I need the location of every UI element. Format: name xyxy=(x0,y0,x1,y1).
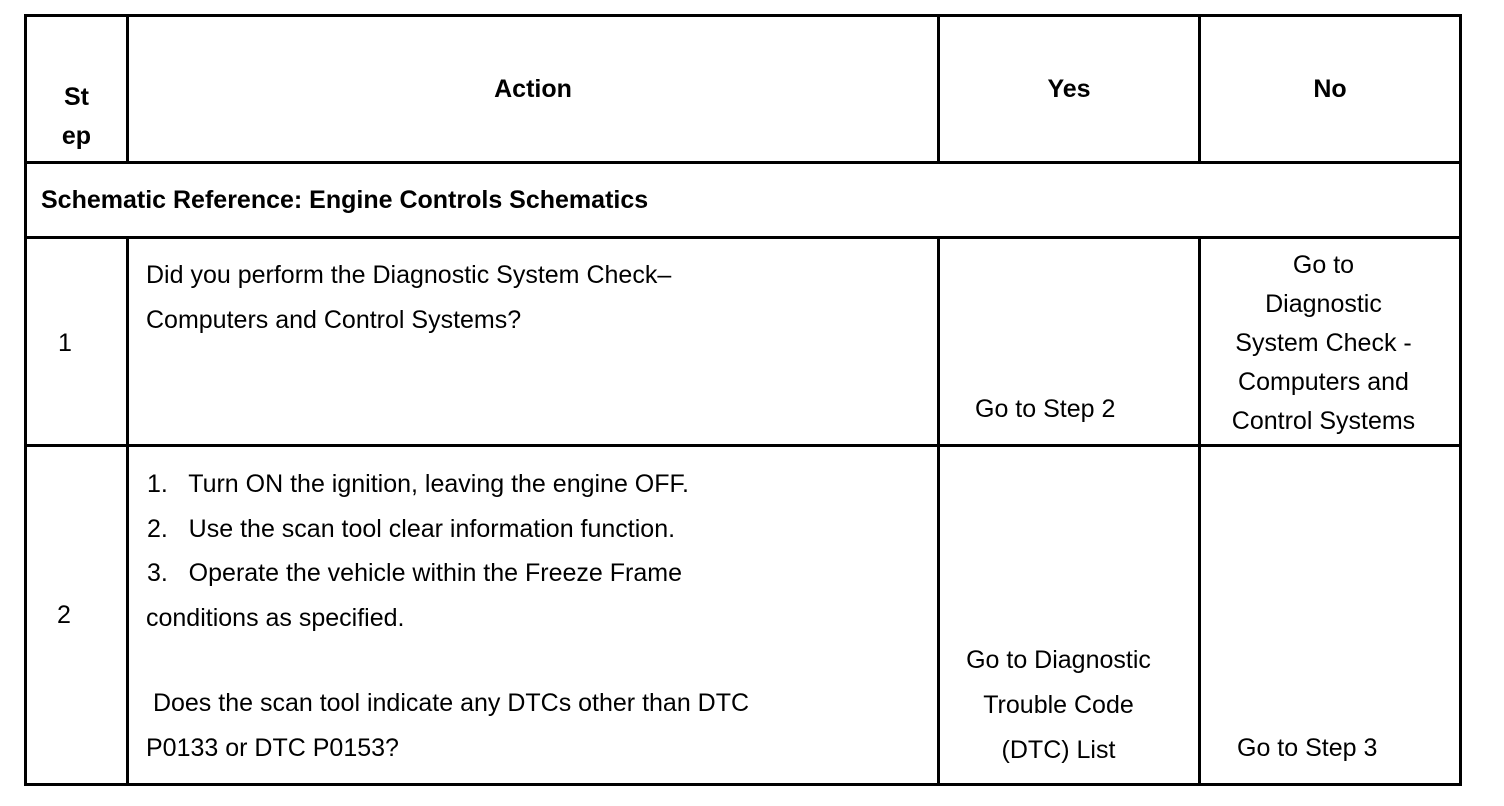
header-yes: Yes xyxy=(1047,75,1091,103)
row2-yes-line: (DTC) List xyxy=(1001,736,1116,764)
row1-no-line: Computers and xyxy=(1238,368,1409,396)
row2-yes-line: Go to Diagnostic xyxy=(966,646,1151,674)
header-step xyxy=(27,78,126,156)
row2-action-line: P0133 or DTC P0153? xyxy=(146,734,399,762)
row1-no-line: Control Systems xyxy=(1231,407,1416,435)
header-divider xyxy=(24,161,1462,164)
row2-yes xyxy=(940,638,1177,773)
row2-step: 2 xyxy=(57,601,71,629)
row1-step: 1 xyxy=(58,329,72,357)
header-step-line: St xyxy=(64,83,89,111)
table-border-bottom xyxy=(24,783,1462,786)
header-step-line: ep xyxy=(61,122,92,150)
header-action: Action xyxy=(494,75,572,103)
step-column-divider xyxy=(126,236,129,786)
table-border-right xyxy=(1459,14,1462,786)
row1-action-line: Did you perform the Diagnostic System Check– xyxy=(146,261,672,289)
row1-no-line: System Check - xyxy=(1235,329,1412,357)
row2-action-line: Does the scan tool indicate any DTCs other than DTC xyxy=(146,689,750,717)
row2-action-line: conditions as specified. xyxy=(146,604,405,632)
row2-action-line: 2. Use the scan tool clear information function. xyxy=(147,515,676,543)
header-no: No xyxy=(1313,75,1347,103)
table-border-top xyxy=(24,14,1462,17)
schematic-reference: Schematic Reference: Engine Controls Schematics xyxy=(41,186,649,214)
row2-action-line: 1. Turn ON the ignition, leaving the engine OFF. xyxy=(147,470,689,498)
row2-no: Go to Step 3 xyxy=(1237,734,1378,762)
row1-no xyxy=(1201,246,1446,441)
row1-divider xyxy=(24,444,1462,447)
row1-yes: Go to Step 2 xyxy=(975,395,1116,423)
row1-no-line: Diagnostic xyxy=(1265,290,1382,318)
row1-no-line: Go to xyxy=(1292,251,1355,279)
row2-yes-line: Trouble Code xyxy=(983,691,1134,719)
reference-divider xyxy=(24,236,1462,239)
row2-action-line: 3. Operate the vehicle within the Freeze Frame xyxy=(147,559,682,587)
row1-action-line: Computers and Control Systems? xyxy=(146,306,522,334)
